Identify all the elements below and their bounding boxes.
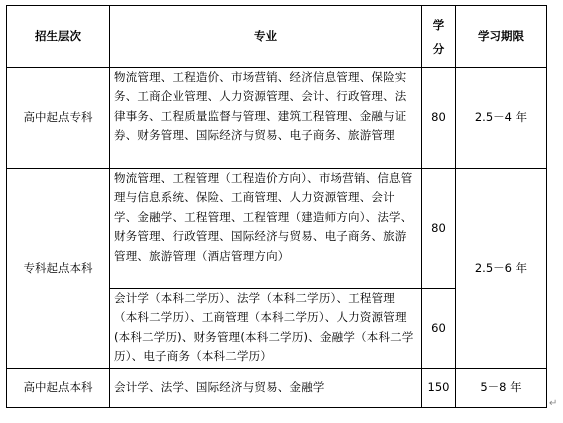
major-cell: 会计学（本科二学历）、法学（本科二学历）、工程管理（本科二学历）、工商管理（本科二学历）、人力资源管理(本科二学历)、财务管理(本科二学历)、金融学（本科二学历）、电子商务（本科二学历）: [110, 289, 422, 369]
header-period: 学习期限: [456, 6, 547, 68]
table-row: [7, 169, 547, 289]
header-credit-line1: 学: [432, 17, 445, 32]
header-credit: [422, 6, 456, 68]
level-cell: 专科起点本科: [7, 169, 110, 369]
credit-cell: 80: [422, 169, 456, 289]
header-credit-line2: 分: [432, 41, 445, 56]
level-cell: 高中起点专科: [7, 68, 110, 169]
credit-cell: 60: [422, 289, 456, 369]
level-cell: 高中起点本科: [7, 369, 110, 408]
period-cell: 5－8 年: [456, 369, 547, 408]
header-major: 专业: [110, 6, 422, 68]
header-level: 招生层次: [7, 6, 110, 68]
major-cell: 物流管理、工程管理（工程造价方向）、市场营销、信息管理与信息系统、保险、工商管理、人力资源管理、会计学、金融学、工程管理、工程管理（建造师方向）、法学、财务管理、行政管理、国际经济与贸易、电子商务、旅游管理、旅游管理（酒店管理方向）: [110, 169, 422, 289]
period-cell: 2.5－6 年: [456, 169, 547, 369]
period-cell: 2.5－4 年: [456, 68, 547, 169]
paragraph-return-mark: ↵: [549, 398, 558, 409]
header-row: [7, 6, 547, 68]
major-cell: 会计学、法学、国际经济与贸易、金融学: [110, 369, 422, 408]
enrollment-table: [6, 5, 547, 408]
major-cell: 物流管理、工程造价、市场营销、经济信息管理、保险实务、工商企业管理、人力资源管理、会计、行政管理、法律事务、工程质量监督与管理、建筑工程管理、金融与证券、财务管理、国际经济与贸易、电子商务、旅游管理: [110, 68, 422, 169]
table-row: [7, 369, 547, 408]
credit-cell: 150: [422, 369, 456, 408]
table-row: [7, 68, 547, 169]
credit-cell: 80: [422, 68, 456, 169]
